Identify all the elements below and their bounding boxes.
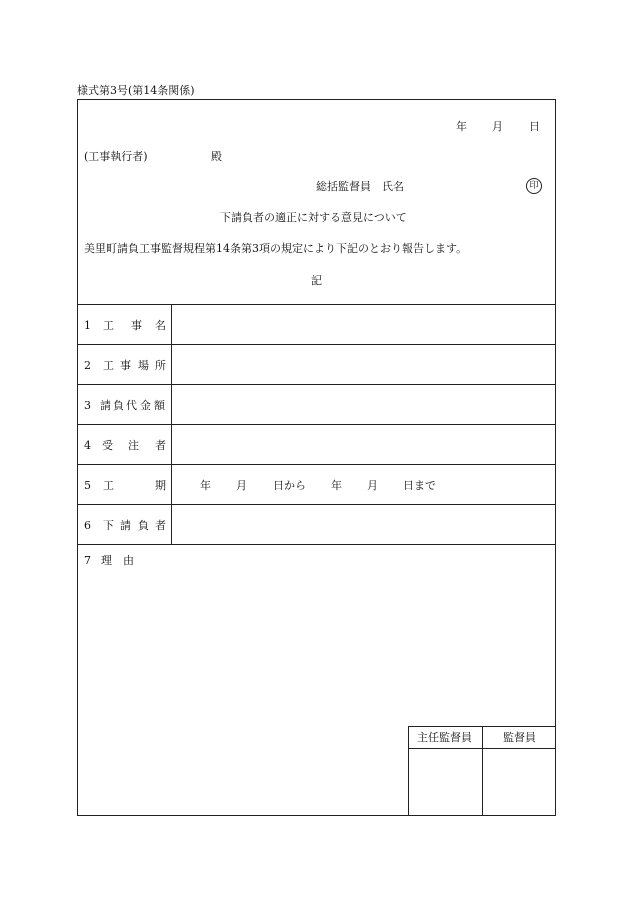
period-start-month: 月 — [236, 479, 247, 492]
period-end-year: 年 — [331, 479, 342, 492]
addressee-label: (工事執行者) — [84, 150, 148, 163]
chief-inspector-seal-cell[interactable] — [409, 749, 482, 815]
row-label-char: 工 — [103, 479, 114, 492]
honorific-label: 殿 — [211, 150, 222, 163]
row-label-char: 受 — [102, 439, 113, 452]
row-divider — [77, 384, 556, 385]
row-label-char: 負 — [113, 399, 124, 412]
period-start-year: 年 — [200, 479, 211, 492]
row-divider — [77, 544, 556, 545]
row-divider — [77, 344, 556, 345]
period-end-day: 日まで — [403, 479, 436, 492]
inspector-seal-cell[interactable] — [483, 749, 555, 815]
form-frame — [77, 99, 556, 816]
period-end-month: 月 — [367, 479, 378, 492]
row-label-char: 額 — [154, 399, 165, 412]
row-label-char: 所 — [155, 359, 166, 372]
row-number: 3 — [84, 399, 91, 412]
table-top-line — [77, 304, 556, 305]
row-label-char: 負 — [138, 519, 149, 532]
row-number: 7 — [84, 554, 91, 567]
row-divider — [77, 464, 556, 465]
row-divider — [77, 424, 556, 425]
period-start-day: 日から — [273, 479, 306, 492]
chief-inspector-label: 主任監督員 — [417, 731, 472, 744]
row-label-char: 金 — [140, 399, 151, 412]
inspector-label: 監督員 — [503, 731, 536, 744]
reason-label-char: 由 — [123, 554, 134, 567]
form-number-label: 様式第3号(第14条関係) — [77, 84, 195, 97]
row-label-char: 注 — [128, 439, 139, 452]
row-label-char: 者 — [155, 519, 166, 532]
subject-title: 下請負者の適正に対する意見について — [220, 211, 407, 224]
row-label-char: 工 — [103, 359, 114, 372]
row-label-char: 者 — [155, 439, 166, 452]
row-number: 2 — [84, 359, 91, 372]
row-label-char: 請 — [120, 519, 131, 532]
row-label-char: 期 — [155, 479, 166, 492]
row-number: 1 — [84, 319, 91, 332]
reason-label-char: 理 — [101, 554, 112, 567]
row-label-char: 工 — [103, 319, 114, 332]
ki-label: 記 — [311, 274, 322, 287]
row-label-char: 事 — [131, 319, 142, 332]
date-year-label: 年 — [456, 120, 467, 133]
seal-mark: 印 — [526, 178, 542, 194]
row-number: 6 — [84, 519, 91, 532]
row-label-char: 代 — [126, 399, 137, 412]
row-number: 4 — [84, 439, 91, 452]
date-day-label: 日 — [529, 120, 540, 133]
row-divider — [77, 504, 556, 505]
row-label-char: 場 — [138, 359, 149, 372]
label-column-divider — [171, 304, 172, 544]
report-body-text: 美里町請負工事監督規程第14条第3項の規定により下記のとおり報告します。 — [84, 242, 468, 255]
row-number: 5 — [84, 479, 91, 492]
row-label-char: 事 — [120, 359, 131, 372]
date-month-label: 月 — [492, 120, 503, 133]
row-label-char: 下 — [103, 519, 114, 532]
reporter-title: 総括監督員 氏名 — [316, 180, 404, 193]
row-label-char: 請 — [100, 399, 111, 412]
row-label-char: 名 — [155, 319, 166, 332]
